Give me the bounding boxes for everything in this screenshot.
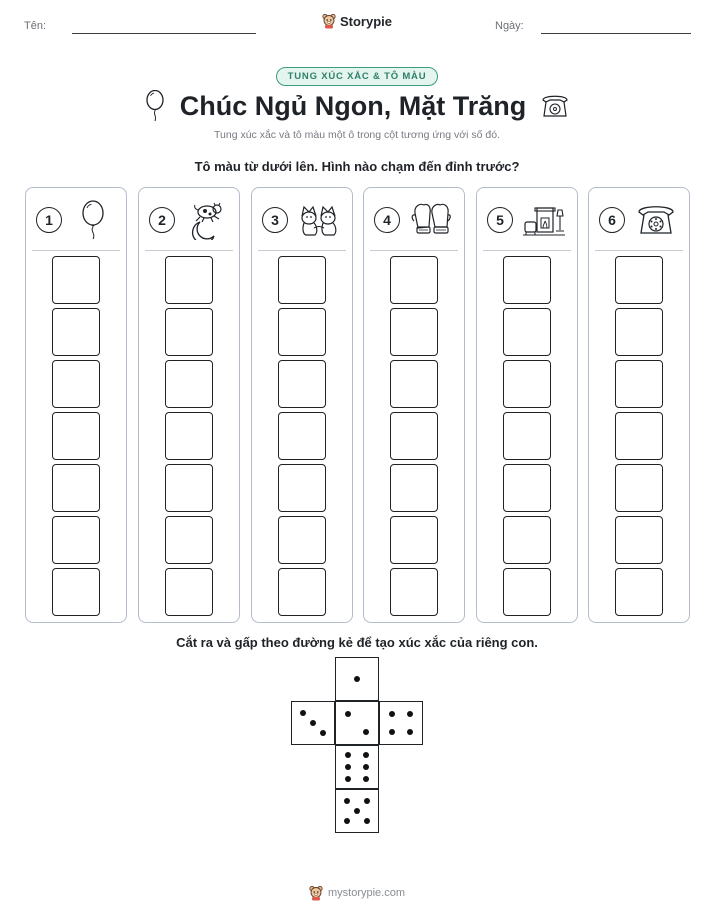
color-cell[interactable]	[278, 516, 326, 564]
dice-pip	[407, 729, 413, 735]
name-line[interactable]	[72, 33, 256, 34]
instruction: Tô màu từ dưới lên. Hình nào chạm đến đỉnh trước?	[194, 159, 520, 174]
fireplace-room-icon	[523, 202, 565, 238]
color-cell[interactable]	[278, 568, 326, 616]
color-cell[interactable]	[278, 412, 326, 460]
dice-pip	[364, 798, 370, 804]
dice-pip	[363, 752, 369, 758]
color-cell[interactable]	[52, 308, 100, 356]
storypie-logo	[0, 13, 714, 29]
column-number: 6	[599, 207, 625, 233]
dice-pip	[344, 798, 350, 804]
column-divider	[145, 250, 233, 251]
column-4	[363, 187, 465, 623]
column-divider	[32, 250, 120, 251]
color-cell[interactable]	[390, 360, 438, 408]
subtitle: Tung xúc xắc và tô màu một ô trong cột tương ứng với số đó.	[214, 129, 500, 141]
color-cell[interactable]	[503, 516, 551, 564]
color-cell[interactable]	[278, 308, 326, 356]
color-cell[interactable]	[165, 256, 213, 304]
dice-face-6	[335, 745, 379, 789]
dice-pip	[354, 808, 360, 814]
telephone-icon	[636, 202, 676, 238]
color-cell[interactable]	[390, 464, 438, 512]
dice-face-2	[335, 701, 379, 745]
color-cell[interactable]	[615, 360, 663, 408]
color-cell[interactable]	[615, 412, 663, 460]
color-cell[interactable]	[390, 568, 438, 616]
bear-mascot-icon	[322, 13, 336, 29]
color-cell[interactable]	[52, 568, 100, 616]
color-cell[interactable]	[390, 256, 438, 304]
date-line[interactable]	[541, 33, 691, 34]
dice-pip	[363, 764, 369, 770]
color-cell[interactable]	[615, 464, 663, 512]
color-cell[interactable]	[503, 256, 551, 304]
color-cell[interactable]	[165, 412, 213, 460]
color-cell[interactable]	[165, 516, 213, 564]
kittens-icon	[299, 202, 339, 238]
column-number: 1	[36, 207, 62, 233]
color-cell[interactable]	[390, 516, 438, 564]
column-divider	[483, 250, 571, 251]
brand-name: Storypie	[339, 13, 392, 29]
column-6	[588, 187, 690, 623]
dice-pip	[363, 776, 369, 782]
color-cell[interactable]	[278, 464, 326, 512]
color-cell[interactable]	[615, 568, 663, 616]
color-cell[interactable]	[52, 412, 100, 460]
dice-pip	[354, 676, 360, 682]
dice-pip	[363, 729, 369, 735]
color-cell[interactable]	[165, 308, 213, 356]
column-divider	[595, 250, 683, 251]
column-divider	[370, 250, 458, 251]
color-cell[interactable]	[503, 308, 551, 356]
dice-face-4	[379, 701, 423, 745]
date-label: Ngày:	[495, 20, 524, 32]
dice-face-1	[335, 657, 379, 701]
footer-url: mystorypie.com	[327, 887, 406, 899]
column-divider	[258, 250, 346, 251]
cut-instruction: Cắt ra và gấp theo đường kẻ để tạo xúc xắc của riêng con.	[176, 635, 538, 650]
bear-mascot-icon	[309, 885, 323, 901]
color-cell[interactable]	[278, 360, 326, 408]
color-cell[interactable]	[52, 516, 100, 564]
dice-pip	[345, 764, 351, 770]
color-cell[interactable]	[278, 256, 326, 304]
color-cell[interactable]	[615, 256, 663, 304]
dice-pip	[320, 730, 326, 736]
color-cell[interactable]	[615, 516, 663, 564]
color-cell[interactable]	[165, 464, 213, 512]
telephone-icon	[540, 92, 570, 120]
dice-face-3	[291, 701, 335, 745]
color-cell[interactable]	[503, 464, 551, 512]
color-cell[interactable]	[615, 308, 663, 356]
dice-pip	[345, 776, 351, 782]
column-2	[138, 187, 240, 623]
column-number: 5	[487, 207, 513, 233]
page-title: Chúc Ngủ Ngon, Mặt Trăng	[179, 90, 527, 121]
color-cell[interactable]	[165, 568, 213, 616]
color-cell[interactable]	[52, 464, 100, 512]
footer	[0, 885, 714, 901]
dice-pip	[407, 711, 413, 717]
dice-pip	[389, 729, 395, 735]
dice-pip	[345, 711, 351, 717]
column-number: 3	[262, 207, 288, 233]
color-cell[interactable]	[390, 412, 438, 460]
column-number: 4	[374, 207, 400, 233]
color-cell[interactable]	[503, 360, 551, 408]
color-cell[interactable]	[503, 568, 551, 616]
dice-face-5	[335, 789, 379, 833]
mittens-icon	[411, 201, 451, 239]
color-cell[interactable]	[165, 360, 213, 408]
dice-pip	[344, 818, 350, 824]
column-3	[251, 187, 353, 623]
color-cell[interactable]	[52, 360, 100, 408]
activity-badge: TUNG XÚC XẮC & TÔ MÀU	[276, 67, 439, 86]
column-5	[476, 187, 578, 623]
title-row	[0, 86, 714, 126]
color-cell[interactable]	[390, 308, 438, 356]
column-number: 2	[149, 207, 175, 233]
balloon-icon	[144, 90, 166, 122]
color-cell[interactable]	[52, 256, 100, 304]
name-label: Tên:	[24, 20, 47, 32]
dice-pip	[345, 752, 351, 758]
dice-pip	[310, 720, 316, 726]
cow-jumping-moon-icon	[186, 200, 226, 240]
dice-pip	[389, 711, 395, 717]
balloon-icon	[78, 200, 108, 240]
dice-pip	[300, 710, 306, 716]
dice-pip	[364, 818, 370, 824]
color-cell[interactable]	[503, 412, 551, 460]
column-1	[25, 187, 127, 623]
